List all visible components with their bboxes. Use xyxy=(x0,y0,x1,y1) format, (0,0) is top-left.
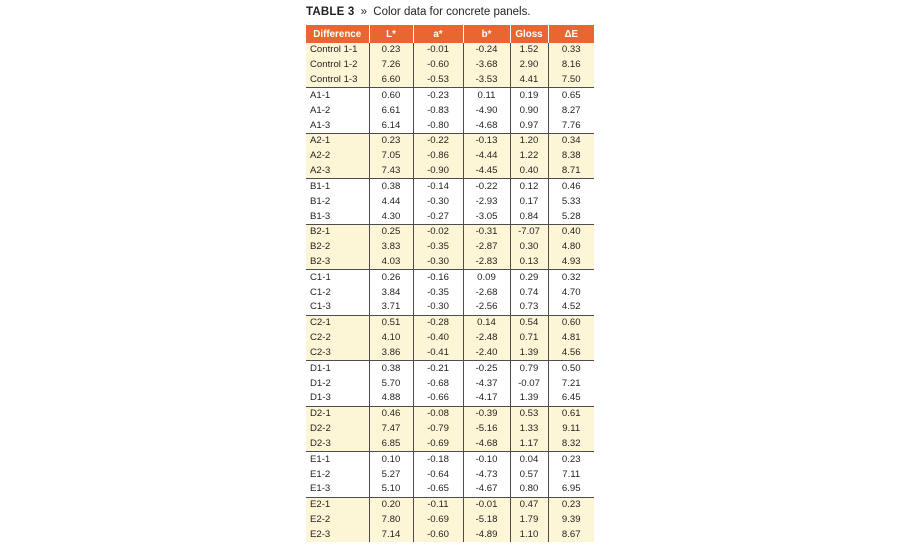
cell-l-star: 4.44 xyxy=(369,194,413,209)
cell-difference: E1-1 xyxy=(310,453,331,465)
cell-l-star: 0.51 xyxy=(369,315,413,330)
table-number-label: TABLE 3 xyxy=(306,6,355,18)
table-row xyxy=(306,452,594,467)
cell-a-star: -0.40 xyxy=(413,331,463,346)
cell-a-star: -0.68 xyxy=(413,376,463,391)
cell-a-star: -0.53 xyxy=(413,73,463,88)
table-row xyxy=(306,103,594,118)
cell-gloss: 2.90 xyxy=(510,58,548,73)
cell-gloss: 0.57 xyxy=(510,467,548,482)
cell-l-star: 0.38 xyxy=(369,361,413,376)
cell-difference: E1-2 xyxy=(310,468,331,480)
table-row xyxy=(306,376,594,391)
cell-difference: D2-3 xyxy=(306,437,369,452)
cell-a-star: -0.22 xyxy=(413,133,463,148)
cell-l-star: 7.80 xyxy=(369,513,413,528)
table-row xyxy=(306,73,594,88)
cell-gloss: 0.19 xyxy=(510,88,548,103)
table-row xyxy=(306,467,594,482)
cell-b-star: -4.44 xyxy=(463,149,510,164)
cell-b-star: -4.68 xyxy=(463,437,510,452)
cell-difference: B1-1 xyxy=(310,180,331,192)
cell-a-star: -0.02 xyxy=(413,224,463,239)
cell-b-star: -4.73 xyxy=(463,467,510,482)
cell-b-star: -4.90 xyxy=(463,103,510,118)
cell-b-star: 0.14 xyxy=(463,315,510,330)
table-row xyxy=(306,513,594,528)
cell-l-star: 7.14 xyxy=(369,528,413,543)
cell-gloss: 1.17 xyxy=(510,437,548,452)
cell-l-star: 4.10 xyxy=(369,331,413,346)
table-row xyxy=(306,285,594,300)
cell-gloss: 0.29 xyxy=(510,270,548,285)
cell-difference: D1-3 xyxy=(306,391,369,406)
cell-l-star: 0.10 xyxy=(369,452,413,467)
cell-a-star: -0.21 xyxy=(413,361,463,376)
table-row xyxy=(306,194,594,209)
cell-l-star: 3.71 xyxy=(369,300,413,315)
cell-l-star: 5.27 xyxy=(369,467,413,482)
cell-l-star: 4.88 xyxy=(369,391,413,406)
header-l-star: L* xyxy=(369,25,413,43)
cell-l-star: 5.70 xyxy=(369,376,413,391)
cell-l-star: 5.10 xyxy=(369,482,413,497)
cell-l-star: 0.38 xyxy=(369,179,413,194)
table-row xyxy=(306,179,594,194)
cell-gloss: 1.22 xyxy=(510,149,548,164)
cell-gloss: 0.84 xyxy=(510,209,548,224)
cell-l-star: 6.14 xyxy=(369,118,413,133)
cell-b-star: -5.16 xyxy=(463,422,510,437)
cell-difference: C2-2 xyxy=(306,331,369,346)
cell-gloss: 0.47 xyxy=(510,497,548,512)
cell-b-star: -4.45 xyxy=(463,164,510,179)
cell-a-star: -0.14 xyxy=(413,179,463,194)
cell-delta-e: 0.50 xyxy=(548,361,594,376)
cell-delta-e: 7.11 xyxy=(548,467,594,482)
table-row xyxy=(306,437,594,452)
cell-a-star: -0.90 xyxy=(413,164,463,179)
cell-delta-e: 4.93 xyxy=(548,255,594,270)
cell-delta-e: 0.40 xyxy=(548,224,594,239)
cell-delta-e: 4.70 xyxy=(548,285,594,300)
header-delta-e: ΔE xyxy=(548,25,594,43)
cell-gloss: 1.20 xyxy=(510,133,548,148)
cell-difference: D2-1 xyxy=(306,406,369,421)
cell-delta-e: 0.34 xyxy=(548,133,594,148)
cell-delta-e: 9.39 xyxy=(548,513,594,528)
table-row xyxy=(306,133,594,148)
table-row xyxy=(306,300,594,315)
table-row xyxy=(306,224,594,239)
cell-b-star: -2.56 xyxy=(463,300,510,315)
cell-delta-e: 8.27 xyxy=(548,103,594,118)
cell-difference: A1-2 xyxy=(310,104,331,116)
cell-difference: C1-2 xyxy=(310,286,331,298)
cell-gloss: 0.53 xyxy=(510,406,548,421)
cell-a-star: -0.28 xyxy=(413,315,463,330)
table-header-row xyxy=(306,25,594,43)
table-row xyxy=(306,361,594,376)
cell-difference: B1-2 xyxy=(310,195,331,207)
cell-b-star: -3.68 xyxy=(463,58,510,73)
cell-b-star: -0.13 xyxy=(463,133,510,148)
table-row xyxy=(306,497,594,512)
table-row xyxy=(306,88,594,103)
cell-l-star: 3.86 xyxy=(369,346,413,361)
cell-gloss: 1.33 xyxy=(510,422,548,437)
cell-difference: B2-1 xyxy=(306,224,369,239)
cell-b-star: -2.40 xyxy=(463,346,510,361)
cell-gloss: 0.73 xyxy=(510,300,548,315)
cell-l-star: 4.30 xyxy=(369,209,413,224)
cell-a-star: -0.16 xyxy=(413,270,463,285)
cell-b-star: 0.09 xyxy=(463,270,510,285)
cell-a-star: -0.86 xyxy=(413,149,463,164)
table-row xyxy=(306,255,594,270)
cell-a-star: -0.35 xyxy=(413,240,463,255)
table-row xyxy=(306,240,594,255)
cell-gloss: 1.79 xyxy=(510,513,548,528)
table-row xyxy=(306,406,594,421)
cell-l-star: 6.60 xyxy=(369,73,413,88)
table-row xyxy=(306,422,594,437)
cell-a-star: -0.01 xyxy=(413,43,463,58)
header-gloss: Gloss xyxy=(510,25,548,43)
cell-a-star: -0.64 xyxy=(413,467,463,482)
cell-b-star: -0.24 xyxy=(463,43,510,58)
cell-delta-e: 0.61 xyxy=(548,406,594,421)
cell-b-star: -2.83 xyxy=(463,255,510,270)
cell-b-star: -2.87 xyxy=(463,240,510,255)
cell-difference: E1-3 xyxy=(306,482,369,497)
table-row xyxy=(306,164,594,179)
cell-gloss: 0.40 xyxy=(510,164,548,179)
table-row xyxy=(306,149,594,164)
cell-l-star: 6.61 xyxy=(369,103,413,118)
cell-b-star: -4.89 xyxy=(463,528,510,543)
cell-gloss: 0.74 xyxy=(510,285,548,300)
cell-difference: B2-3 xyxy=(306,255,369,270)
cell-a-star: -0.23 xyxy=(413,88,463,103)
cell-b-star: -2.93 xyxy=(463,194,510,209)
cell-delta-e: 0.23 xyxy=(548,497,594,512)
cell-a-star: -0.30 xyxy=(413,194,463,209)
cell-difference: D1-1 xyxy=(310,362,331,374)
cell-a-star: -0.41 xyxy=(413,346,463,361)
cell-difference: A1-3 xyxy=(306,118,369,133)
cell-delta-e: 5.28 xyxy=(548,209,594,224)
cell-delta-e: 8.32 xyxy=(548,437,594,452)
cell-gloss: 0.04 xyxy=(510,452,548,467)
cell-gloss: 4.41 xyxy=(510,73,548,88)
table-row xyxy=(306,58,594,73)
cell-delta-e: 0.60 xyxy=(548,315,594,330)
cell-difference: D1-2 xyxy=(310,377,331,389)
cell-difference: E2-2 xyxy=(306,513,369,528)
cell-l-star: 0.25 xyxy=(369,224,413,239)
table-caption-text: Color data for concrete panels. xyxy=(373,6,531,18)
cell-gloss: 0.79 xyxy=(510,361,548,376)
cell-gloss: 1.39 xyxy=(510,346,548,361)
cell-delta-e: 4.81 xyxy=(548,331,594,346)
cell-b-star: -5.18 xyxy=(463,513,510,528)
table-row xyxy=(306,528,594,543)
cell-a-star: -0.60 xyxy=(413,528,463,543)
cell-a-star: -0.11 xyxy=(413,497,463,512)
cell-l-star: 4.03 xyxy=(369,255,413,270)
cell-a-star: -0.18 xyxy=(413,452,463,467)
cell-delta-e: 6.95 xyxy=(548,482,594,497)
cell-gloss: 0.71 xyxy=(510,331,548,346)
cell-a-star: -0.08 xyxy=(413,406,463,421)
cell-gloss: 0.54 xyxy=(510,315,548,330)
cell-delta-e: 0.23 xyxy=(548,452,594,467)
cell-b-star: -4.68 xyxy=(463,118,510,133)
cell-difference: E2-3 xyxy=(306,528,369,543)
cell-a-star: -0.27 xyxy=(413,209,463,224)
cell-l-star: 3.83 xyxy=(369,240,413,255)
cell-difference: D2-2 xyxy=(306,422,369,437)
caption-separator: » xyxy=(360,6,368,18)
table-row xyxy=(306,346,594,361)
cell-l-star: 3.84 xyxy=(369,285,413,300)
cell-l-star: 7.26 xyxy=(369,58,413,73)
cell-l-star: 0.23 xyxy=(369,133,413,148)
cell-delta-e: 4.56 xyxy=(548,346,594,361)
cell-difference: Control 1-3 xyxy=(306,73,369,88)
cell-delta-e: 0.65 xyxy=(548,88,594,103)
cell-difference: A2-2 xyxy=(306,149,369,164)
cell-difference: A2-3 xyxy=(306,164,369,179)
cell-b-star: -4.17 xyxy=(463,391,510,406)
cell-l-star: 7.43 xyxy=(369,164,413,179)
cell-difference: C2-3 xyxy=(306,346,369,361)
cell-a-star: -0.69 xyxy=(413,513,463,528)
cell-b-star: -3.05 xyxy=(463,209,510,224)
cell-delta-e: 7.76 xyxy=(548,118,594,133)
cell-b-star: -2.68 xyxy=(463,285,510,300)
cell-gloss: -0.07 xyxy=(510,376,548,391)
cell-difference: B1-3 xyxy=(306,209,369,224)
header-difference: Difference xyxy=(306,25,369,43)
header-a-star: a* xyxy=(413,25,463,43)
table-row xyxy=(306,482,594,497)
cell-gloss: 0.80 xyxy=(510,482,548,497)
cell-gloss: 0.90 xyxy=(510,103,548,118)
cell-difference: C1-1 xyxy=(310,271,331,283)
cell-l-star: 0.20 xyxy=(369,497,413,512)
cell-delta-e: 5.33 xyxy=(548,194,594,209)
cell-delta-e: 8.38 xyxy=(548,149,594,164)
cell-difference: E2-1 xyxy=(306,497,369,512)
cell-difference: Control 1-1 xyxy=(306,43,369,58)
cell-delta-e: 0.33 xyxy=(548,43,594,58)
cell-delta-e: 9.11 xyxy=(548,422,594,437)
cell-difference: A1-1 xyxy=(310,89,331,101)
cell-a-star: -0.79 xyxy=(413,422,463,437)
cell-b-star: -4.37 xyxy=(463,376,510,391)
cell-l-star: 0.60 xyxy=(369,88,413,103)
cell-a-star: -0.30 xyxy=(413,300,463,315)
cell-l-star: 7.05 xyxy=(369,149,413,164)
table-row xyxy=(306,118,594,133)
header-b-star: b* xyxy=(463,25,510,43)
cell-gloss: 0.30 xyxy=(510,240,548,255)
cell-gloss: 0.12 xyxy=(510,179,548,194)
cell-gloss: 0.97 xyxy=(510,118,548,133)
cell-a-star: -0.30 xyxy=(413,255,463,270)
cell-a-star: -0.80 xyxy=(413,118,463,133)
cell-b-star: -0.10 xyxy=(463,452,510,467)
cell-gloss: 0.17 xyxy=(510,194,548,209)
cell-difference: C1-3 xyxy=(306,300,369,315)
cell-a-star: -0.35 xyxy=(413,285,463,300)
cell-b-star: -2.48 xyxy=(463,331,510,346)
cell-difference: C2-1 xyxy=(306,315,369,330)
cell-l-star: 0.46 xyxy=(369,406,413,421)
cell-b-star: -4.67 xyxy=(463,482,510,497)
cell-a-star: -0.69 xyxy=(413,437,463,452)
cell-gloss: 1.39 xyxy=(510,391,548,406)
cell-difference: B2-2 xyxy=(306,240,369,255)
table-body xyxy=(306,43,594,542)
cell-difference: Control 1-2 xyxy=(306,58,369,73)
table-row xyxy=(306,43,594,58)
cell-a-star: -0.66 xyxy=(413,391,463,406)
cell-delta-e: 7.21 xyxy=(548,376,594,391)
cell-delta-e: 8.67 xyxy=(548,528,594,543)
cell-l-star: 0.23 xyxy=(369,43,413,58)
cell-delta-e: 0.32 xyxy=(548,270,594,285)
cell-b-star: -0.39 xyxy=(463,406,510,421)
cell-b-star: 0.11 xyxy=(463,88,510,103)
cell-gloss: 1.52 xyxy=(510,43,548,58)
table-caption xyxy=(306,4,531,20)
cell-b-star: -0.25 xyxy=(463,361,510,376)
cell-delta-e: 6.45 xyxy=(548,391,594,406)
cell-delta-e: 7.50 xyxy=(548,73,594,88)
cell-l-star: 0.26 xyxy=(369,270,413,285)
table-row xyxy=(306,315,594,330)
cell-delta-e: 8.71 xyxy=(548,164,594,179)
cell-b-star: -0.01 xyxy=(463,497,510,512)
cell-difference: A2-1 xyxy=(306,133,369,148)
cell-b-star: -3.53 xyxy=(463,73,510,88)
cell-b-star: -0.31 xyxy=(463,224,510,239)
cell-delta-e: 4.52 xyxy=(548,300,594,315)
table-row xyxy=(306,391,594,406)
table-row xyxy=(306,270,594,285)
color-data-table xyxy=(306,25,594,542)
cell-a-star: -0.83 xyxy=(413,103,463,118)
cell-gloss: -7.07 xyxy=(510,224,548,239)
cell-delta-e: 0.46 xyxy=(548,179,594,194)
cell-delta-e: 4.80 xyxy=(548,240,594,255)
cell-gloss: 1.10 xyxy=(510,528,548,543)
cell-gloss: 0.13 xyxy=(510,255,548,270)
table-row xyxy=(306,209,594,224)
cell-a-star: -0.65 xyxy=(413,482,463,497)
cell-l-star: 7.47 xyxy=(369,422,413,437)
table-row xyxy=(306,331,594,346)
cell-a-star: -0.60 xyxy=(413,58,463,73)
cell-delta-e: 8.16 xyxy=(548,58,594,73)
cell-b-star: -0.22 xyxy=(463,179,510,194)
cell-l-star: 6.85 xyxy=(369,437,413,452)
